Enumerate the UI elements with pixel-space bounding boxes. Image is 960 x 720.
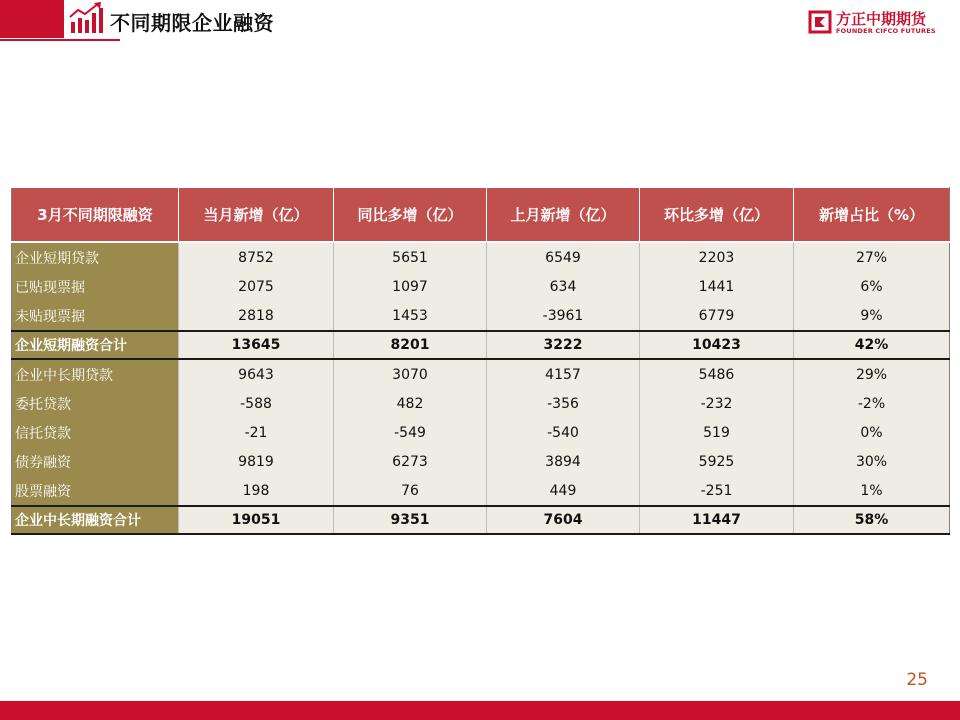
- row-label: 债券融资: [12, 447, 179, 476]
- table-cell: 6273: [334, 447, 487, 476]
- table-cell: 19051: [179, 506, 334, 534]
- table-cell: 6779: [640, 301, 794, 331]
- logo-text-cn: 方正中期期货: [836, 10, 927, 28]
- table-cell: 2203: [640, 242, 794, 272]
- table-cell: -251: [640, 476, 794, 506]
- table-cell: -356: [487, 389, 640, 418]
- page-number: 25: [906, 670, 928, 690]
- table-cell: 0%: [794, 418, 950, 447]
- table-cell: 9%: [794, 301, 950, 331]
- table-total-row: [12, 506, 950, 534]
- table-row: [12, 418, 950, 447]
- table-cell: 13645: [179, 331, 334, 359]
- table-cell: 30%: [794, 447, 950, 476]
- founder-logo-mark: [808, 10, 832, 34]
- table-cell: 42%: [794, 331, 950, 359]
- table-cell: 5651: [334, 242, 487, 272]
- table-cell: -588: [179, 389, 334, 418]
- table-row: [12, 242, 950, 272]
- table-cell: 4157: [487, 359, 640, 389]
- table-cell: 2818: [179, 301, 334, 331]
- page-title: 不同期限企业融资: [110, 11, 274, 35]
- table-row: [12, 389, 950, 418]
- column-header: 环比多增（亿）: [640, 188, 794, 243]
- table-cell: -21: [179, 418, 334, 447]
- header-divider: [0, 39, 120, 41]
- row-label: 股票融资: [12, 476, 179, 506]
- table-cell: 482: [334, 389, 487, 418]
- table-row: [12, 447, 950, 476]
- table-row: [12, 476, 950, 506]
- table-cell: 11447: [640, 506, 794, 534]
- table-cell: 6549: [487, 242, 640, 272]
- table-cell: -2%: [794, 389, 950, 418]
- table-cell: 6%: [794, 272, 950, 301]
- table-cell: 3070: [334, 359, 487, 389]
- row-label: 企业中长期融资合计: [12, 506, 179, 534]
- table-cell: -540: [487, 418, 640, 447]
- table-cell: 8752: [179, 242, 334, 272]
- row-label: 委托贷款: [12, 389, 179, 418]
- table-cell: 5486: [640, 359, 794, 389]
- row-label: 企业短期贷款: [12, 242, 179, 272]
- column-header: 当月新增（亿）: [179, 188, 334, 243]
- column-header: 3月不同期限融资: [12, 188, 179, 243]
- column-header: 上月新增（亿）: [487, 188, 640, 243]
- table-cell: 1%: [794, 476, 950, 506]
- table-row: [12, 359, 950, 389]
- table-cell: 1453: [334, 301, 487, 331]
- row-label: 企业中长期贷款: [12, 359, 179, 389]
- row-label: 已贴现票据: [12, 272, 179, 301]
- table-cell: 2075: [179, 272, 334, 301]
- header-accent-bar: [0, 0, 64, 38]
- table-cell: 3222: [487, 331, 640, 359]
- table-cell: 9819: [179, 447, 334, 476]
- table-row: [12, 272, 950, 301]
- table-cell: 7604: [487, 506, 640, 534]
- table-cell: -549: [334, 418, 487, 447]
- company-logo: [808, 8, 942, 38]
- table-cell: -3961: [487, 301, 640, 331]
- table-cell: 8201: [334, 331, 487, 359]
- table-cell: 58%: [794, 506, 950, 534]
- table-total-row: [12, 331, 950, 359]
- column-header: 同比多增（亿）: [334, 188, 487, 243]
- footer-bar: [0, 701, 960, 720]
- table-cell: 9351: [334, 506, 487, 534]
- table-cell: 5925: [640, 447, 794, 476]
- row-label: 信托贷款: [12, 418, 179, 447]
- table-cell: -232: [640, 389, 794, 418]
- table-cell: 198: [179, 476, 334, 506]
- table-cell: 29%: [794, 359, 950, 389]
- table-cell: 3894: [487, 447, 640, 476]
- table-cell: 449: [487, 476, 640, 506]
- table-header-row: [12, 188, 950, 243]
- growth-chart-icon: [68, 2, 104, 34]
- logo-text-en: FOUNDER CIFCO FUTURES: [836, 27, 936, 35]
- column-header: 新增占比（%）: [794, 188, 950, 243]
- table-cell: 9643: [179, 359, 334, 389]
- table-cell: 1097: [334, 272, 487, 301]
- row-label: 未贴现票据: [12, 301, 179, 331]
- table-cell: 76: [334, 476, 487, 506]
- table-cell: 519: [640, 418, 794, 447]
- table-row: [12, 301, 950, 331]
- table-cell: 634: [487, 272, 640, 301]
- table-cell: 1441: [640, 272, 794, 301]
- row-label: 企业短期融资合计: [12, 331, 179, 359]
- table-cell: 10423: [640, 331, 794, 359]
- table-cell: 27%: [794, 242, 950, 272]
- financing-table: [11, 187, 950, 535]
